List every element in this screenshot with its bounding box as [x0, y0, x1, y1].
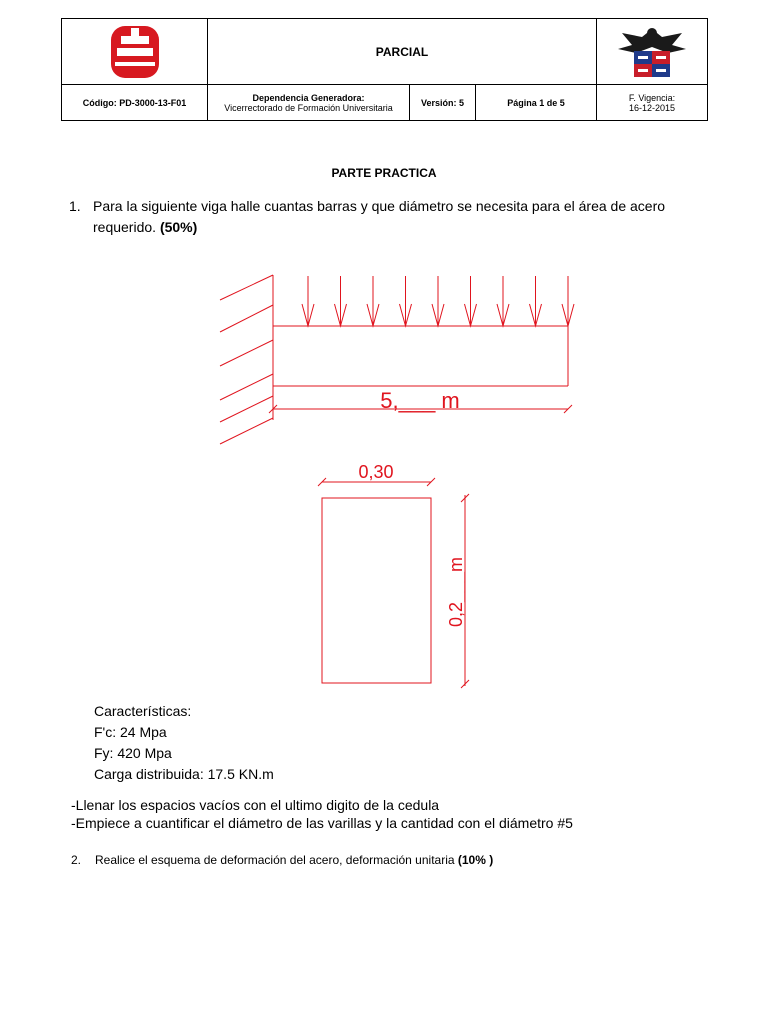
load-arrow — [465, 276, 477, 326]
load-arrow — [562, 276, 574, 326]
section-title: PARTE PRACTICA — [331, 166, 437, 180]
distributed-load-arrows — [302, 276, 574, 326]
question-1-text: Para la siguiente viga halle cuantas barras y que diámetro se necesita para el área de acero requerido. — [93, 198, 666, 235]
height-label: 0,2___m — [446, 556, 466, 628]
question-2-weight: (10% ) — [457, 853, 494, 867]
validity-value: 16-12-2015 — [628, 102, 676, 113]
load-arrow — [302, 276, 314, 326]
span-label: 5,___ m — [380, 388, 460, 413]
question-1-weight: (50%) — [159, 219, 198, 235]
width-label: 0,30 — [358, 462, 394, 482]
validity-label: F. Vigencia: — [628, 92, 676, 103]
instructions-notes — [71, 796, 573, 832]
characteristics-title: Características: — [94, 703, 192, 719]
load-arrow — [530, 276, 542, 326]
concrete-strength: F'c: 24 Mpa — [94, 724, 167, 740]
characteristics-block — [94, 701, 274, 785]
steel-yield-strength: Fy: 420 Mpa — [94, 745, 172, 761]
load-arrow — [335, 276, 347, 326]
document-code: Código: PD-3000-13-F01 — [62, 85, 208, 121]
question-2 — [71, 852, 711, 868]
support-hatching — [220, 275, 273, 444]
question-1-number: 1. — [69, 198, 81, 214]
question-2-number: 2. — [71, 853, 82, 867]
note-item: -Llenar los espacios vacíos con el ultimo digito de la cedula — [71, 797, 440, 813]
distributed-load: Carga distribuida: 17.5 KN.m — [94, 766, 274, 782]
cross-section-rectangle — [322, 498, 431, 683]
document-version: Versión: 5 — [410, 85, 476, 121]
document-title: PARCIAL — [208, 19, 597, 85]
load-arrow — [432, 276, 444, 326]
load-arrow — [367, 276, 379, 326]
question-2-text: Realice el esquema de deformación del acero, deformación unitaria — [95, 853, 455, 867]
dependency-value: Vicerrectorado de Formación Universitaria — [224, 102, 393, 113]
page-indicator: Página 1 de 5 — [476, 85, 597, 121]
note-item: -Empiece a cuantificar el diámetro de las varillas y la cantidad con el diámetro #5 — [71, 815, 573, 831]
load-arrow — [497, 276, 509, 326]
load-arrow — [400, 276, 412, 326]
dependency-label: Dependencia Generadora: — [252, 92, 365, 103]
